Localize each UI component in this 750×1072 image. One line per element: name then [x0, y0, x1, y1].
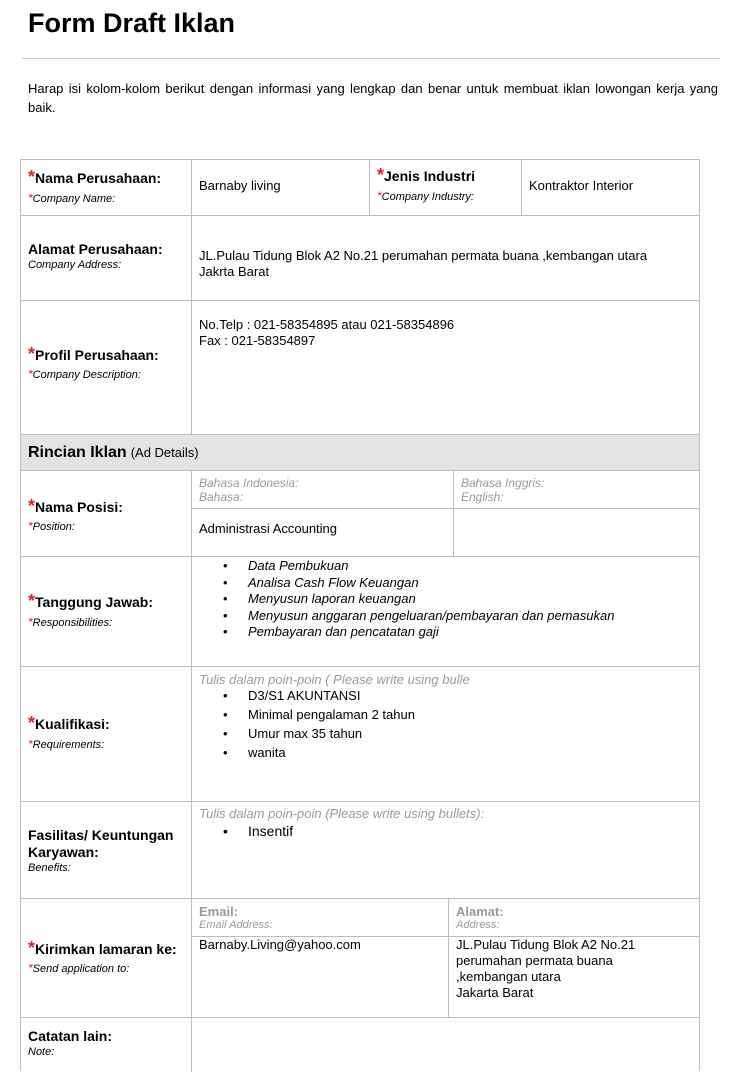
intro-text: Harap isi kolom-kolom berikut dengan informasi yang lengkap dan benar untuk membuat iklan lowongan kerja yang baik. — [28, 81, 718, 115]
company-address-label: Alamat Perusahaan: — [28, 241, 163, 257]
notes-field[interactable] — [193, 1018, 699, 1072]
send-application-sublabel: *Send application to: — [28, 960, 130, 975]
ad-draft-form — [20, 159, 700, 1071]
company-name-label: *Nama Perusahaan: — [28, 166, 162, 187]
list-item: • wanita — [248, 743, 415, 762]
profile-phone-line: No.Telp : 021-58354895 atau 021-58354896 — [199, 317, 455, 332]
send-address-line: ,kembangan utara — [456, 969, 561, 984]
required-marker: * — [28, 344, 36, 364]
send-address-field[interactable] — [456, 937, 635, 1001]
required-marker: * — [28, 590, 36, 611]
list-item: • Menyusun laporan keuangan — [248, 591, 614, 608]
company-name-row — [21, 160, 699, 216]
send-application-row — [21, 899, 699, 1018]
benefits-sublabel: Benefits: — [28, 862, 71, 874]
industry-sublabel: *Company Industry: — [377, 189, 474, 203]
title-divider — [22, 58, 720, 59]
benefits-label: Fasilitas/ Keuntungan Karyawan: — [28, 827, 174, 860]
responsibilities-label: *Tanggung Jawab: — [28, 590, 153, 611]
required-marker: * — [28, 937, 36, 958]
company-name-label-cell — [21, 160, 192, 215]
position-row — [21, 471, 699, 557]
list-item: • D3/S1 AKUNTANSI — [248, 686, 415, 705]
lang-en-hint: Bahasa Inggris: English: — [461, 476, 545, 504]
company-profile-label-cell — [21, 301, 192, 434]
company-profile-sublabel: *Company Description: — [28, 367, 141, 381]
required-marker: * — [377, 165, 385, 185]
section-subtitle: (Ad Details) — [130, 445, 199, 460]
position-label-cell — [21, 471, 192, 556]
send-application-label: *Kirimkan lamaran ke: — [28, 937, 177, 958]
send-application-label-cell — [21, 899, 192, 1017]
industry-label-cell — [377, 165, 476, 204]
list-item: • Umur max 35 tahun — [248, 724, 415, 743]
cell-divider — [448, 899, 449, 1017]
requirements-row — [21, 667, 699, 802]
cell-divider — [521, 160, 522, 215]
benefits-label-cell — [21, 802, 192, 898]
requirements-label: *Kualifikasi: — [28, 713, 110, 733]
company-address-line: JL.Pulau Tidung Blok A2 No.21 perumahan permata buana ,kembangan utara — [199, 248, 648, 263]
requirements-hint: Tulis dalam poin-poin ( Please write using bulle — [199, 672, 470, 687]
email-hint: Email: Email Address: — [199, 904, 273, 931]
industry-label: *Jenis Industri — [377, 165, 476, 185]
email-field[interactable]: Barnaby.Living@yahoo.com — [199, 937, 361, 952]
send-address-line: perumahan permata buana — [456, 953, 613, 968]
benefits-hint: Tulis dalam poin-poin (Please write using bullets): — [199, 806, 485, 821]
company-profile-label: *Profil Perusahaan: — [28, 344, 159, 364]
responsibilities-sublabel: *Responsibilities: — [28, 614, 113, 629]
company-address-label-cell — [21, 216, 192, 300]
responsibilities-label-cell — [21, 557, 192, 666]
company-address-field[interactable] — [199, 248, 647, 280]
list-item: • Data Pembukuan — [248, 558, 614, 575]
profile-fax-line: Fax : 021-58354897 — [199, 333, 316, 348]
section-title: Rincian Iklan — [28, 443, 127, 461]
requirements-label-cell — [21, 667, 192, 801]
cell-divider — [369, 160, 370, 215]
company-address-sublabel: Company Address: — [28, 259, 122, 271]
requirements-sublabel: *Requirements: — [28, 737, 105, 751]
position-label: *Nama Posisi: — [28, 496, 123, 516]
position-en-field[interactable] — [454, 509, 699, 556]
company-profile-row — [21, 301, 699, 435]
notes-row — [21, 1018, 699, 1072]
responsibilities-list[interactable] — [248, 558, 614, 641]
send-address-line: Jakarta Barat — [456, 985, 534, 1000]
ad-details-section-header — [21, 435, 699, 471]
list-item: • Pembayaran dan pencatatan gaji — [248, 624, 614, 641]
position-sublabel: *Position: — [28, 519, 75, 533]
position-id-field[interactable]: Administrasi Accounting — [199, 521, 338, 536]
benefits-row — [21, 802, 699, 899]
list-item: • Menyusun anggaran pengeluaran/pembayaran dan pemasukan — [248, 608, 614, 625]
required-marker: * — [28, 166, 36, 187]
notes-label: Catatan lain: — [28, 1028, 113, 1044]
company-address-line: Jakrta Barat — [199, 264, 270, 279]
notes-label-cell — [21, 1018, 192, 1072]
address-hint: Alamat: Address: — [456, 904, 504, 931]
page-title: Form Draft Iklan — [28, 8, 236, 38]
list-item: • Minimal pengalaman 2 tahun — [248, 705, 415, 724]
company-profile-field[interactable] — [199, 317, 454, 349]
notes-sublabel: Note: — [28, 1046, 55, 1058]
list-item: • Insentif — [248, 823, 293, 840]
company-address-row — [21, 216, 699, 301]
list-item: • Analisa Cash Flow Keuangan — [248, 575, 614, 592]
requirements-list[interactable] — [248, 686, 415, 762]
lang-id-hint: Bahasa Indonesia: Bahasa: — [199, 476, 299, 504]
company-name-sublabel: *Company Name: — [28, 190, 116, 205]
required-marker: * — [28, 713, 36, 733]
industry-field[interactable]: Kontraktor Interior — [529, 178, 634, 193]
company-name-field[interactable]: Barnaby living — [199, 178, 281, 193]
required-marker: * — [28, 496, 36, 516]
send-address-line: JL.Pulau Tidung Blok A2 No.21 — [456, 937, 636, 952]
benefits-list[interactable] — [248, 823, 293, 840]
responsibilities-row — [21, 557, 699, 667]
